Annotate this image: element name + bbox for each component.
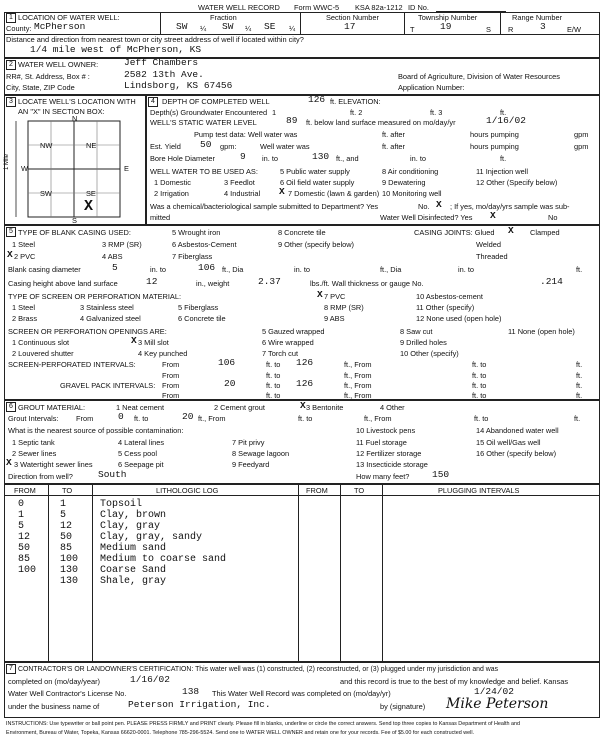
perforated-from: 106	[218, 357, 236, 368]
section-number-7: 7	[6, 664, 16, 674]
form-number: Form WWC-5	[294, 3, 340, 12]
range-value: 3	[540, 21, 546, 32]
grout-intervals-label: Grout Intervals:	[8, 414, 59, 423]
id-label: ID No.	[408, 3, 429, 12]
openings-label: SCREEN OR PERFORATION OPENINGS ARE:	[8, 327, 167, 336]
distance-value: 1/4 mile west of McPherson, KS	[30, 44, 202, 55]
board-label: Board of Agriculture, Division of Water Resources	[398, 72, 560, 81]
feet-label: How many feet?	[356, 472, 410, 481]
disinfected-mark: X	[490, 210, 496, 221]
section-5-box	[4, 225, 600, 400]
col-plugging: PLUGGING INTERVALS	[438, 486, 520, 495]
fraction-label: Fraction	[210, 13, 237, 22]
grout-to: 20	[182, 411, 194, 422]
bore-depth: 130	[312, 151, 330, 162]
gravel-to: 126	[296, 378, 314, 389]
address-value: 2582 13th Ave.	[124, 69, 204, 80]
compass-w: W	[21, 164, 28, 173]
quadrant-nw: NW	[40, 141, 53, 150]
license-number: 138	[182, 686, 200, 697]
county-label: County:	[6, 24, 32, 33]
east-west: E/W	[567, 25, 581, 34]
section-number-4: 4	[148, 97, 158, 107]
col-from-2: FROM	[306, 486, 328, 495]
locate-label-2: AN "X" IN SECTION BOX:	[18, 107, 105, 116]
water-well-record-form: WATER WELL RECORD Form WWC-5 KSA 82a-1212 ID No. 1 LOCATION OF WATER WELL: County: McPherson Fraction SW ¼ SW ¼ SE ¼ Section Number 17 Township Number T 19 S Range Number R 3 E/W Distance and direction from nearest town or city street address of well if located within city? 1/4 mile west of McPherson, KS 2 WATER WELL OWNER: Jeff Chambers RR#, St. Address, Box # : 2582 13th Ave. City, State, ZIP Code Lindsborg, KS 67456 Board of Agriculture, Division of Water Resources Application Number: 3 LOCATE WELL'S LOCATION WITH AN "X" IN SECTION BOX: N S W E NW NE SW SE 1 Mile X 4 DEPTH OF COMPLETED WELL 126 ft. ELEVATION: Depth(s) Groundwater Encountered 1 ft. 2 ft. 3 ft. WELL'S STATIC WATER LEVEL 89 ft. below land surface measured on mo/day/yr 1/16/02 Pump test data: Well water was ft. after hours pumping gpm Est. Yield 50 gpm: Well water was ft. after hours pumping gpm Bore Hole Diameter 9 in. to 130 ft., and in. to ft. WELL WATER TO BE USED AS: 1 Domestic 2 Irrigation 3 Feedlot 4 Industrial 5 Public water supply 6 Oil field water supply X 7 Domestic (lawn & garden) 8 Air conditioning 9 Dewatering 10 Monitoring well 11 Injection well 12 Other (Specify below) Was a chemical/bacteriological sample submitted to Department? Yes No. X ; If yes, mo/day/yrs sample was sub- mitted Water Well Disinfected? Yes X No 5 TYPE OF BLANK CASING USED: 1 Steel X 2 PVC 3 RMP (SR) 4 ABS 5 Wrought iron 6 Asbestos-Cement 7 Fiberglass 8 Concrete tile 9 Other (specify below) CASING JOINTS: Glued X Clamped Welded Threaded Blank casing diameter 5 in. to 106 ft., Dia in. to ft., Dia in. to ft. Casing height above land surface 12 in., weight 2.37 lbs./ft. Wall thickness or gauge No. .214 TYPE OF SCREEN OR PERFORATION MATERIAL: 1 Steel 2 Brass 3 Stainless steel 4 Galvanized steel 5 Fiberglass 6 Concrete tile X 7 PVC 8 RMP (SR) 9 ABS 10 Asbestos-cement 11 Other (specify) 12 None used (open hole) SCREEN OR PERFORATION OPENINGS ARE: 1 Continuous slot 2 Louvered shutter X 3 Mill slot 4 Key punched 5 Gauzed wrapped 6 Wire wrapped 7 Torch cut 8 Saw cut 9 Drilled holes 10 Other (specify) 11 None (open hole) SCREEN-PERFORATED INTERVALS: From 106 ft. to 126 ft., From ft. to ft. From ft. to ft., From ft. to ft. GRAVEL PACK INTERVALS: From 20 ft. to 126 ft., From ft. to ft. From ft. to ft., From ft. to ft. 6 GROUT MATERIAL: 1 Neat cement 2 Cement grout X 3 Bentonite 4 Other Grout Intervals: From 0 ft. to 20 ft., From ft. to ft., From ft. to ft. What is the nearest source of possible contamination: 1 Septic tank 2 Sewer lines X 3 Watertight sewer lines 4 Lateral lines 5 Cess pool 6 Seepage pit 7 Pit privy 8 Sewage lagoon 9 Feedyard 10 Livestock pens 11 Fuel storage 12 Fertilizer storage 13 Insecticide storage 14 Abandoned water well 15 Oil well/Gas well 16 Other (specify below) Direction from well? South How many feet? 150 FROM TO LITHOLOGIC LOG FROM TO PLUGGING INTERVALS 0 1 Topsoil 1 5 Clay, brown 5 12 Clay, gray 12 50 Clay, gray, sandy 50 85 Medium sand 85 100 Medium to coarse sand 100 130 Coarse Sand 130 Shale, gray 7 CONTRACTOR'S OR LANDOWNER'S CERTIFICATION: This water well was (1) constructed, (2) reconstructed, or (3) plugged under my jurisdiction and was completed on (mo/day/year) 1/16/02 and this record is true to the best of my knowledge and belief. Kansas Water Well Contractor's License No. 138 This Water Well Record was completed on (mo/day/yr) 1/24/02 under the business name of Peterson Irrigation, Inc. by (signature) Mike Peterson INSTRUCTIONS: Use typewriter or ball point pen. PLEASE PRESS FIRMLY and PRINT clearly. Please fill in blanks, underline or circle the correct answers. Send top three copies to Kansas Department of Health and Environment, Bureau of Water, Topeka, Kansas 66620-0001. Telephone 785-296-5524. Send one to WATER WELL OWNER and retain one for your records. Fee of $5.00 for each constructed well.	[0, 0, 603, 756]
location-mark: X	[84, 198, 94, 215]
section-number-label: Section Number	[326, 13, 379, 22]
instructions-line-2: Environment, Bureau of Water, Topeka, Kansas 66620-0001. Telephone 785-296-5524. Send one to WATER WELL OWNER and retain one for your records. Fee of $5.00 for each constructed well.	[6, 730, 475, 736]
weight-value: 2.37	[258, 276, 281, 287]
diameter-value: 5	[112, 262, 118, 273]
disinfected-label: Water Well Disinfected? Yes	[380, 213, 473, 222]
screen-mark: X	[317, 289, 323, 300]
address-label: RR#, St. Address, Box # :	[6, 72, 90, 81]
screen-material-label: TYPE OF SCREEN OR PERFORATION MATERIAL:	[8, 292, 182, 301]
openings-mark: X	[131, 335, 137, 346]
distance-label: Distance and direction from nearest town or city street address of well if located within city?	[6, 35, 304, 44]
feet-value: 150	[432, 469, 450, 480]
grout-from: 0	[118, 411, 124, 422]
grout-mark: X	[300, 400, 306, 411]
certification-text: CONTRACTOR'S OR LANDOWNER'S CERTIFICATION: This water well was (1) constructed, (2) reconstructed, or (3) plugged under my jurisdiction and was	[18, 666, 499, 673]
section-number-value: 17	[344, 21, 356, 32]
height-label: Casing height above land surface	[8, 279, 118, 288]
depth-value: 126	[308, 94, 326, 105]
locate-label: LOCATE WELL'S LOCATION WITH	[18, 97, 136, 106]
gravel-label: GRAVEL PACK INTERVALS:	[60, 381, 156, 390]
gauge-value: .214	[540, 276, 563, 287]
perforated-label: SCREEN-PERFORATED INTERVALS:	[8, 360, 136, 369]
col-from: FROM	[14, 486, 36, 495]
quadrant-sw: SW	[40, 189, 52, 198]
compass-n: N	[72, 114, 78, 123]
application-label: Application Number:	[398, 83, 465, 92]
contamination-mark: X	[6, 457, 12, 468]
form-title: WATER WELL RECORD	[198, 3, 280, 12]
direction-value: South	[98, 469, 127, 480]
quadrant-se: SE	[86, 189, 96, 198]
bore-value: 9	[240, 151, 246, 162]
compass-e: E	[124, 164, 129, 173]
pump-test-label: Pump test data: Well water was	[194, 130, 298, 139]
use-mark: X	[279, 186, 285, 197]
col-to-2: TO	[354, 486, 365, 495]
groundwater-label: Depth(s) Groundwater Encountered	[150, 108, 268, 117]
city-value: Lindsborg, KS 67456	[124, 80, 233, 91]
compass-s: S	[72, 216, 77, 225]
fraction-3: SE	[264, 21, 276, 32]
section-number-3: 3	[6, 97, 16, 107]
log-table	[4, 484, 600, 662]
section-grid[interactable]	[10, 115, 142, 223]
county-value: McPherson	[34, 21, 86, 32]
completed-date: 1/16/02	[130, 674, 170, 685]
casing-mark: X	[7, 249, 13, 260]
joints-label: CASING JOINTS: Glued	[414, 228, 495, 237]
diameter-label: Blank casing diameter	[8, 265, 81, 274]
use-label: WELL WATER TO BE USED AS:	[150, 167, 258, 176]
sample-label: Was a chemical/bacteriological sample submitted to Department? Yes	[150, 202, 379, 211]
static-level-value: 89	[286, 115, 298, 126]
location-label: LOCATION OF WATER WELL:	[18, 13, 120, 22]
contamination-label: What is the nearest source of possible contamination:	[8, 426, 184, 435]
ksa-reference: KSA 82a-1212	[355, 3, 403, 12]
mile-label: 1 Mile	[4, 153, 10, 170]
township-label: Township Number	[418, 13, 478, 22]
fraction-1: SW	[176, 21, 188, 32]
township-value: 19	[440, 21, 452, 32]
col-lithologic: LITHOLOGIC LOG	[156, 486, 219, 495]
yield-label: Est. Yield	[150, 142, 181, 151]
height-value: 12	[146, 276, 158, 287]
city-label: City, State, ZIP Code	[6, 83, 75, 92]
direction-label: Direction from well?	[8, 472, 73, 481]
record-date: 1/24/02	[474, 686, 514, 697]
perforated-to: 126	[296, 357, 314, 368]
owner-label: WATER WELL OWNER:	[18, 60, 99, 69]
casing-label: TYPE OF BLANK CASING USED:	[18, 228, 131, 237]
bore-label: Bore Hole Diameter	[150, 154, 215, 163]
joints-mark: X	[508, 225, 514, 236]
range-label: Range Number	[512, 13, 563, 22]
section-number-1: 1	[6, 13, 16, 23]
quadrant-ne: NE	[86, 141, 97, 150]
section-number-5: 5	[6, 227, 16, 237]
diameter-depth: 106	[198, 262, 216, 273]
business-name: Peterson Irrigation, Inc.	[128, 699, 271, 710]
instructions-line-1: INSTRUCTIONS: Use typewriter or ball point pen. PLEASE PRESS FIRMLY and PRINT clearly. Please fill in blanks, underline or circle the correct answers. Send top three copies to Kansas Department of Health and	[6, 721, 521, 727]
static-date: 1/16/02	[486, 115, 526, 126]
section-number-6: 6	[6, 402, 16, 412]
sample-mark: X	[436, 199, 442, 210]
col-to: TO	[62, 486, 73, 495]
grout-label: GROUT MATERIAL:	[18, 403, 86, 412]
section-number-2: 2	[6, 60, 16, 70]
static-level-label: WELL'S STATIC WATER LEVEL	[150, 118, 257, 127]
signature: Mike Peterson	[446, 696, 549, 712]
owner-value: Jeff Chambers	[124, 57, 199, 68]
yield-value: 50	[200, 139, 212, 150]
gravel-from: 20	[224, 378, 236, 389]
depth-label: DEPTH OF COMPLETED WELL	[162, 97, 270, 106]
elevation-label: ft. ELEVATION:	[330, 97, 381, 106]
fraction-2: SW	[222, 21, 234, 32]
